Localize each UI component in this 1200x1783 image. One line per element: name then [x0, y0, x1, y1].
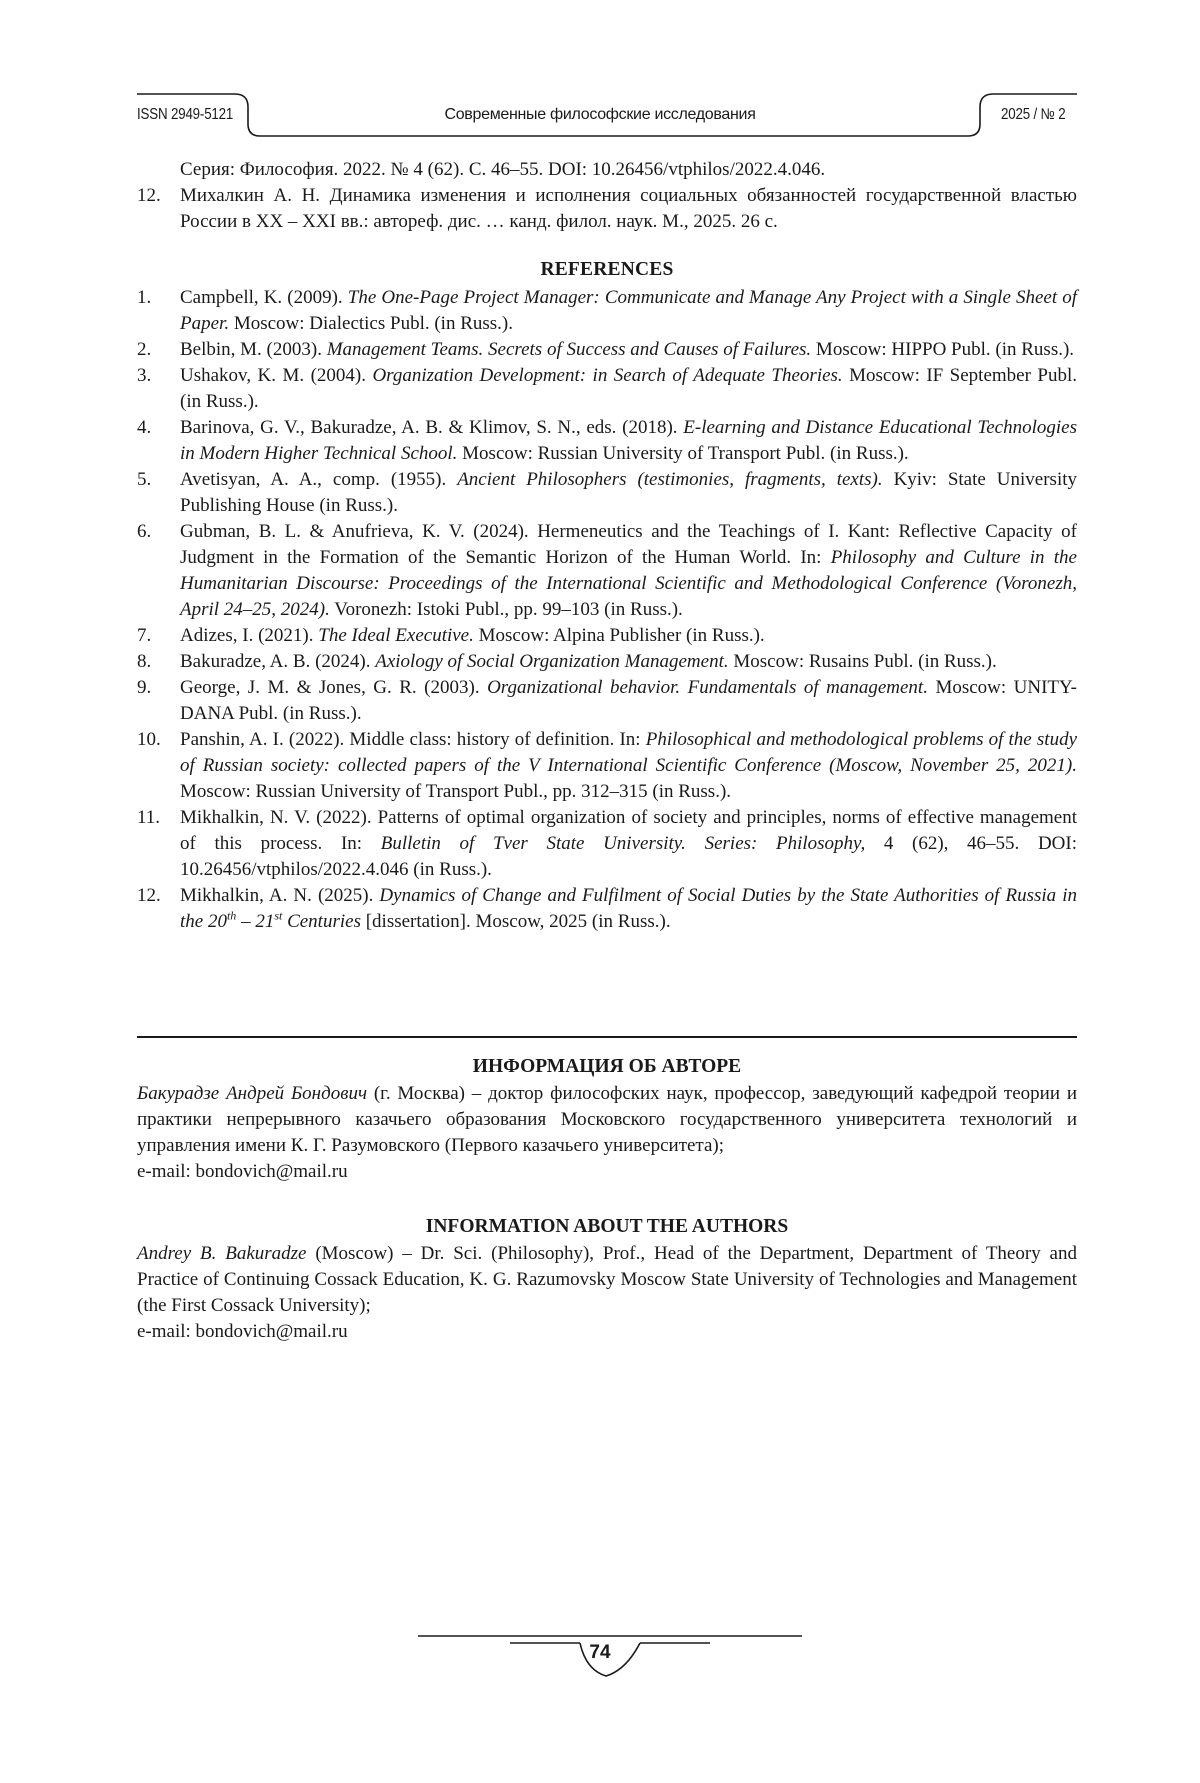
author-name-ru: Бакурадзе Андрей Бондович: [137, 1083, 368, 1104]
reference-item: [137, 883, 1077, 935]
reference-authors: Campbell, K. (2009).: [180, 287, 348, 308]
reference-number: 2.: [137, 339, 152, 360]
author-bio-en: (Moscow) – Dr. Sci. (Philosophy), Prof., Head of the Department, Department of Theory and Practice of Continuing Cossack Education, K. G. Razumovsky Moscow State University of Technologies and Management (the First Cossack University);: [137, 1243, 1077, 1316]
reference-number: 11.: [137, 807, 161, 828]
section-divider: [137, 1036, 1077, 1038]
reference-title-part: – 21: [236, 911, 275, 932]
reference-title: Management Teams. Secrets of Success and Causes of Failures.: [326, 339, 812, 360]
ru-reference-text: Михалкин А. Н. Динамика изменения и исполнения социальных обязанностей государственной властью России в XX – XXI вв.: автореф. дис. … канд. филол. наук. М., 2025. 26 с.: [180, 185, 1077, 232]
ru-reference-item: [137, 183, 1077, 235]
ordinal-suffix: st: [274, 908, 283, 923]
reference-title: Philosophical and methodological problems of the study of Russian society: collected papers of the V International Scientific Conference (Moscow, November 25, 2021).: [180, 729, 1077, 776]
reference-authors: Panshin, A. I. (2022). Middle class: history of definition. In:: [180, 729, 646, 750]
reference-number: 1.: [137, 287, 152, 308]
page-footer: [0, 1600, 1200, 1700]
reference-item: [137, 467, 1077, 519]
ru-reference-number: 12.: [137, 185, 161, 206]
reference-number: 10.: [137, 729, 161, 750]
reference-item: [137, 363, 1077, 415]
issue-label: 2025 / № 2: [1001, 106, 1066, 123]
reference-item: [137, 285, 1077, 337]
reference-publisher: Moscow: Dialectics Publ. (in Russ.).: [229, 313, 514, 334]
references-heading: REFERENCES: [540, 259, 674, 280]
reference-title: Philosophy and Culture in the Humanitarian Discourse: Proceedings of the International Scientific and Methodological Conference (Voronezh, April 24–25, 2024).: [180, 547, 1077, 620]
reference-authors: Barinova, G. V., Bakuradze, A. B. & Klimov, S. N., eds. (2018).: [180, 417, 684, 438]
reference-number: 4.: [137, 417, 152, 438]
reference-authors: Adizes, I. (2021).: [180, 625, 319, 646]
reference-number: 3.: [137, 365, 152, 386]
reference-authors: Bakuradze, A. B. (2024).: [180, 651, 376, 672]
author-description-en: [137, 1241, 1077, 1319]
reference-item: [137, 519, 1077, 623]
reference-item: [137, 805, 1077, 883]
reference-publisher: Moscow: Rusains Publ. (in Russ.).: [728, 651, 997, 672]
ru-reference-continuation: Серия: Философия. 2022. № 4 (62). С. 46–55. DOI: 10.26456/vtphilos/2022.4.046.: [180, 159, 826, 180]
reference-authors: George, J. M. & Jones, G. R. (2003).: [180, 677, 488, 698]
reference-authors: Mikhalkin, A. N. (2025).: [180, 885, 380, 906]
reference-publisher: Moscow: UNITY-DANA Publ. (in Russ.).: [180, 677, 1077, 724]
reference-title: E-learning and Distance Educational Technologies in Modern Higher Technical School.: [180, 417, 1077, 464]
reference-publisher: Voronezh: Istoki Publ., pp. 99–103 (in Russ.).: [329, 599, 683, 620]
author-info-en: [137, 1214, 1077, 1345]
reference-number: 8.: [137, 651, 152, 672]
reference-publisher: Moscow: Russian University of Transport Publ., pp. 312–315 (in Russ.).: [180, 781, 732, 802]
reference-title: The One-Page Project Manager: Communicate and Manage Any Project with a Single Sheet of Paper.: [180, 287, 1077, 334]
author-email-ru: e-mail: bondovich@mail.ru: [137, 1161, 348, 1182]
header-frame-lines: [0, 0, 1200, 150]
reference-item: [137, 675, 1077, 727]
reference-publisher: Kyiv: State University Publishing House (in Russ.).: [180, 469, 1078, 516]
author-info-heading-en: INFORMATION ABOUT THE AUTHORS: [425, 1216, 789, 1237]
reference-number: 5.: [137, 469, 152, 490]
reference-authors: Gubman, B. L. & Anufrieva, K. V. (2024). Hermeneutics and the Teachings of I. Kant: Reflective Capacity of Judgment in the Formation of the Semantic Horizon of the Human World. In:: [180, 521, 1077, 568]
reference-authors: Avetisyan, A. A., comp. (1955).: [180, 469, 458, 490]
reference-number: 7.: [137, 625, 152, 646]
reference-publisher: 4 (62), 46–55. DOI: 10.26456/vtphilos/2022.4.046 (in Russ.).: [180, 833, 1078, 880]
issn-label: ISSN 2949-5121: [137, 106, 234, 123]
reference-title: Bulletin of Tver State University. Series: Philosophy,: [380, 833, 866, 854]
reference-title: The Ideal Executive.: [318, 625, 474, 646]
reference-item: [137, 727, 1077, 805]
reference-item: [137, 649, 1077, 675]
author-name-en: Andrey B. Bakuradze: [137, 1243, 307, 1264]
reference-publisher: Moscow: Russian University of Transport Publ. (in Russ.).: [457, 443, 909, 464]
ordinal-suffix: th: [226, 908, 237, 923]
main-content: [137, 157, 1077, 935]
page-number: 74: [589, 1642, 611, 1663]
reference-number: 6.: [137, 521, 152, 542]
reference-authors: Ushakov, K. M. (2004).: [180, 365, 373, 386]
running-header: [0, 0, 1200, 150]
reference-number: 9.: [137, 677, 152, 698]
author-bio-ru: (г. Москва) – доктор философских наук, профессор, заведующий кафедрой теории и практики непрерывного казачьего образования Московского государственного университета технологий и управления имени К. Г. Разумовского (Первого казачьего университета);: [137, 1083, 1077, 1156]
author-info-heading-ru: ИНФОРМАЦИЯ ОБ АВТОРЕ: [472, 1056, 742, 1077]
reference-item: [137, 337, 1077, 363]
references-list: [137, 285, 1077, 935]
author-info-ru: [137, 1054, 1077, 1185]
reference-authors: Mikhalkin, N. V. (2022). Patterns of optimal organization of society and principles, norms of effective management of this process. In:: [180, 807, 1077, 854]
reference-publisher: Moscow: IF September Publ. (in Russ.).: [180, 365, 1077, 412]
author-description-ru: [137, 1081, 1077, 1159]
reference-title-part: Dynamics of Change and Fulfilment of Social Duties by the State Authorities of Russia in the 20: [180, 885, 1077, 932]
reference-publisher: Moscow: HIPPO Publ. (in Russ.).: [811, 339, 1075, 360]
reference-publisher: Moscow: Alpina Publisher (in Russ.).: [473, 625, 765, 646]
reference-title: Axiology of Social Organization Management.: [375, 651, 729, 672]
reference-title: Organizational behavior. Fundamentals of management.: [487, 677, 928, 698]
reference-title-part: Centuries: [282, 911, 361, 932]
reference-item: [137, 415, 1077, 467]
reference-title: Ancient Philosophers (testimonies, fragments, texts).: [457, 469, 883, 490]
reference-item: [137, 623, 1077, 649]
reference-authors: Belbin, M. (2003).: [180, 339, 327, 360]
reference-publisher: [dissertation]. Moscow, 2025 (in Russ.).: [360, 911, 671, 932]
author-email-en: e-mail: bondovich@mail.ru: [137, 1321, 348, 1342]
reference-title: Organization Development: in Search of Adequate Theories.: [372, 365, 843, 386]
journal-title: Современные философские исследования: [444, 106, 756, 123]
reference-number: 12.: [137, 885, 161, 906]
